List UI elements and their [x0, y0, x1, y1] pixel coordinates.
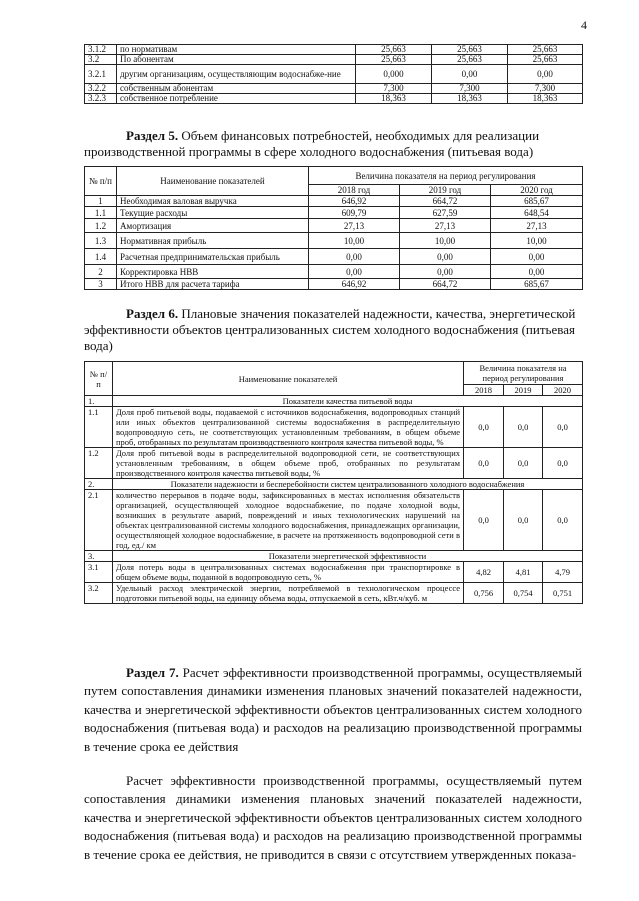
table-row: [85, 207, 583, 219]
value-2019: 7,300: [432, 84, 508, 94]
row-number: 2.1: [85, 490, 113, 551]
value-2019: 18,363: [432, 94, 508, 104]
section-number: 2.: [85, 479, 113, 490]
row-number: 1.1: [85, 207, 117, 219]
row-name: Итого НВВ для расчета тарифа: [117, 279, 309, 290]
period-header: Величина показателя на период регулирования: [309, 167, 583, 185]
row-name: собственным абонентам: [117, 84, 356, 94]
value-2019: 25,663: [432, 55, 508, 65]
table-row: [85, 233, 583, 249]
row-text: Доля проб питьевой воды, подаваемой с источников водоснабжения, водопроводных станций или иных объектов централизованной системы водоснабжения в распределительную водопроводную сеть, не соответствующих установленным требованиям, в общем объеме проб, отобранных по результатам производственного контроля качества питьевой воды, %: [113, 407, 464, 448]
row-text: Удельный расход электрической энергии, потребляемой в технологическом процессе подготовки питьевой воды, на единицу объема воды, отпускаемой в сеть, кВт.ч/куб. м: [113, 583, 464, 604]
row-number: 1.4: [85, 249, 117, 265]
value-2018: 0,00: [309, 249, 400, 265]
table-row: [85, 279, 583, 290]
table-row: [85, 562, 583, 583]
value-2019: 25,663: [432, 45, 508, 55]
value-2020: 648,54: [491, 207, 583, 219]
value-2019: 664,72: [400, 279, 491, 290]
table-row: [85, 583, 583, 604]
row-name: Расчетная предпринимательская прибыль: [117, 249, 309, 265]
value-2018: 0,0: [464, 407, 504, 448]
value-2020: 4,79: [543, 562, 583, 583]
value-2018: 0,756: [464, 583, 504, 604]
volume-table: [84, 44, 583, 104]
col-name-header: Наименование показателей: [117, 167, 309, 196]
row-number: 3.2: [85, 55, 117, 65]
value-2018: 10,00: [309, 233, 400, 249]
value-2020: 685,67: [491, 279, 583, 290]
value-2018: 646,92: [309, 196, 400, 207]
table-row: [85, 407, 583, 448]
value-2019: 0,00: [400, 265, 491, 279]
row-name: другим организациям, осуществляющим водоснабже-ние: [117, 65, 356, 84]
value-2020: 18,363: [508, 94, 583, 104]
value-2020: 0,0: [543, 407, 583, 448]
value-2020: 0,00: [491, 265, 583, 279]
value-2019: 664,72: [400, 196, 491, 207]
value-2019: 0,754: [504, 583, 543, 604]
section-5-label: Раздел 5.: [126, 128, 179, 143]
row-text: количество перерывов в подаче воды, зафиксированных в местах исполнения обязательств организацией, осуществляющей холодное водоснабжение, по подаче холодной воды, возникших в результате аварий, повреждений и иных технологических нарушений на объектах централизованной системы холодного водоснабжения, принадлежащих организации, осуществляющей холодное водоснабжение, в расчете на протяженность водопроводной сети в год, ед./ км: [113, 490, 464, 551]
year-2018-header: 2018 год: [309, 185, 400, 196]
col-name-header: Наименование показателей: [113, 362, 464, 396]
closing-paragraph: Расчет эффективности производственной программы, осуществляемый путем сопоставления динамики изменения плановых значений показателей надежности, качества и энергетической эффективности объектов централизованных систем холодного водоснабжения (питьевая вода) и расходов на реализацию производственной программы в течение срока ее действия, не приводится в связи с отсутствием утвержденных показа-: [84, 773, 582, 862]
year-2020-header: 2020 год: [491, 185, 583, 196]
indicators-table: [84, 361, 583, 604]
row-number: 1: [85, 196, 117, 207]
col-num-header: № п/п: [85, 167, 117, 196]
value-2020: 0,0: [543, 490, 583, 551]
value-2018: 609,79: [309, 207, 400, 219]
section-6-title: Плановые значения показателей надежности, качества, энергетической эффективности объектов централизованных систем холодного водоснабжения (питьевая вода): [84, 306, 576, 353]
section-7-label: Раздел 7.: [126, 665, 179, 680]
section-6-heading: [84, 306, 582, 354]
value-2020: 0,00: [491, 249, 583, 265]
table-row: [85, 94, 583, 104]
page-number: 4: [581, 18, 587, 32]
section-6-label: Раздел 6.: [126, 306, 179, 321]
value-2019: 27,13: [400, 219, 491, 233]
value-2020: 25,663: [508, 45, 583, 55]
value-2018: 0,000: [356, 65, 432, 84]
row-name: Текущие расходы: [117, 207, 309, 219]
section-number: 1.: [85, 396, 113, 407]
value-2019: 627,59: [400, 207, 491, 219]
row-number: 1.2: [85, 448, 113, 479]
year-2019-header: 2019 год: [400, 185, 491, 196]
year-2018-header: 2018: [464, 385, 504, 396]
section-5-title: Объем финансовых потребностей, необходимых для реализации производственной программы в сфере холодного водоснабжения (питьевая вода): [84, 128, 540, 159]
value-2018: 25,663: [356, 55, 432, 65]
table-row: [85, 249, 583, 265]
row-name: Необходимая валовая выручка: [117, 196, 309, 207]
period-header: Величина показателя на период регулирования: [464, 362, 583, 385]
table-row: [85, 219, 583, 233]
section-row: [85, 396, 583, 407]
section-row: [85, 479, 583, 490]
section-number: 3.: [85, 551, 113, 562]
year-2020-header: 2020: [543, 385, 583, 396]
value-2018: 0,0: [464, 490, 504, 551]
value-2019: 0,0: [504, 490, 543, 551]
row-number: 3: [85, 279, 117, 290]
row-number: 3.1: [85, 562, 113, 583]
value-2019: 10,00: [400, 233, 491, 249]
section-7-heading: [84, 664, 582, 756]
table-row: [85, 196, 583, 207]
table-row: [85, 265, 583, 279]
table-row: [85, 448, 583, 479]
financial-table: [84, 166, 583, 290]
row-number: 3.2: [85, 583, 113, 604]
row-name: собственное потребление: [117, 94, 356, 104]
row-number: 1.3: [85, 233, 117, 249]
value-2019: 0,0: [504, 448, 543, 479]
value-2020: 0,00: [508, 65, 583, 84]
section-title: Показатели энергетической эффективности: [113, 551, 583, 562]
value-2018: 4,82: [464, 562, 504, 583]
row-number: 3.1.2: [85, 45, 117, 55]
row-name: Амортизация: [117, 219, 309, 233]
value-2020: 7,300: [508, 84, 583, 94]
value-2018: 7,300: [356, 84, 432, 94]
value-2020: 25,663: [508, 55, 583, 65]
row-number: 1.1: [85, 407, 113, 448]
value-2018: 27,13: [309, 219, 400, 233]
value-2018: 25,663: [356, 45, 432, 55]
value-2019: 4,81: [504, 562, 543, 583]
value-2018: 0,0: [464, 448, 504, 479]
row-name: По абонентам: [117, 55, 356, 65]
row-number: 3.2.3: [85, 94, 117, 104]
table-row: [85, 84, 583, 94]
year-2019-header: 2019: [504, 385, 543, 396]
row-number: 1.2: [85, 219, 117, 233]
value-2020: 685,67: [491, 196, 583, 207]
value-2020: 0,0: [543, 448, 583, 479]
table-row: [85, 65, 583, 84]
row-name: Корректировка НВВ: [117, 265, 309, 279]
row-number: 2: [85, 265, 117, 279]
section-7-title: Расчет эффективности производственной программы, осуществляемый путем сопоставления динамики изменения плановых значений показателей надежности, качества и энергетической эффективности объектов централизованных систем холодного водоснабжения (питьевая вода) и расходов на реализацию производственной программы в течение срока ее действия: [84, 665, 582, 754]
table-row: [85, 490, 583, 551]
value-2020: 10,00: [491, 233, 583, 249]
value-2019: 0,00: [432, 65, 508, 84]
row-number: 3.2.2: [85, 84, 117, 94]
value-2019: 0,00: [400, 249, 491, 265]
section-5-heading: [84, 128, 582, 160]
row-number: 3.2.1: [85, 65, 117, 84]
row-text: Доля проб питьевой воды в распределительной водопроводной сети, не соответствующих установленным требованиям, в общем объеме проб, отобранных по результатам производственного контроля качества питьевой воды, %: [113, 448, 464, 479]
row-text: Доля потерь воды в централизованных системах водоснабжения при транспортировке в общем объеме воды, поданной в водопроводную сеть, %: [113, 562, 464, 583]
value-2019: 0,0: [504, 407, 543, 448]
table-row: [85, 55, 583, 65]
section-title: Показатели качества питьевой воды: [113, 396, 583, 407]
value-2018: 18,363: [356, 94, 432, 104]
col-num-header: № п/п: [85, 362, 113, 396]
value-2020: 0,751: [543, 583, 583, 604]
row-name: Нормативная прибыль: [117, 233, 309, 249]
value-2018: 646,92: [309, 279, 400, 290]
section-title: Показатели надежности и бесперебойности систем централизованного холодного водоснабжения: [113, 479, 583, 490]
table-row: [85, 45, 583, 55]
row-name: по нормативам: [117, 45, 356, 55]
value-2018: 0,00: [309, 265, 400, 279]
value-2020: 27,13: [491, 219, 583, 233]
section-row: [85, 551, 583, 562]
